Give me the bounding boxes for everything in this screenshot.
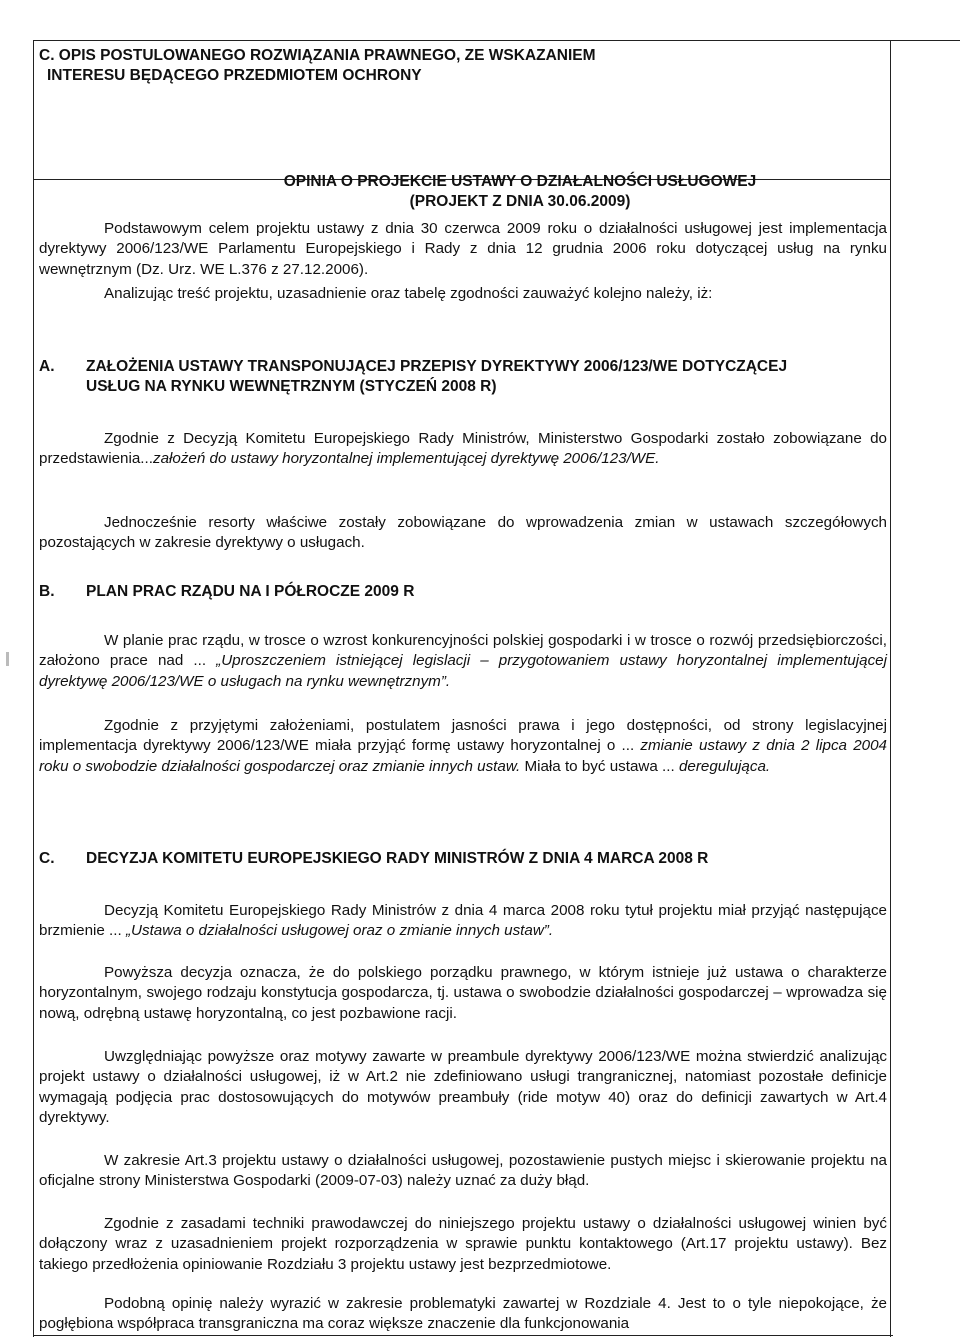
section-title-line2: INTERESU BĘDĄCEGO PRZEDMIOTEM OCHRONY bbox=[47, 67, 422, 84]
section-b-p1-italic: „Uproszczeniem istniejącej legislacji – przygotowaniem ustawy horyzontalnej implementującej dyrektywę 2006/123/WE o usługach na rynku wewnętrznym”. bbox=[39, 652, 887, 690]
page-frame-left bbox=[33, 40, 34, 1337]
section-c-title: DECYZJA KOMITETU EUROPEJSKIEGO RADY MINISTRÓW Z DNIA 4 MARCA 2008 R bbox=[86, 850, 709, 867]
section-b-paragraph-1 bbox=[39, 631, 887, 692]
intro-paragraph: Podstawowym celem projektu ustawy z dnia 30 czerwca 2009 roku o działalności usługowej jest implementacja dyrektywy 2006/123/WE Parlamentu Europejskiego i Rady z dnia 12 grudnia 2006 roku dotyczącej usług na rynku wewnętrznym (Dz. Urz. WE L.376 z 27.12.2006). bbox=[39, 220, 887, 278]
section-a-letter: A. bbox=[39, 358, 55, 375]
section-a-title-line1: ZAŁOŻENIA USTAWY TRANSPONUJĄCEJ PRZEPISY DYREKTYWY 2006/123/WE DOTYCZĄCEJ bbox=[86, 358, 788, 375]
section-a-title-line2: USŁUG NA RYNKU WEWNĘTRZNYM (STYCZEŃ 2008 R) bbox=[86, 378, 497, 395]
section-b-p2-italic-2: deregulująca. bbox=[678, 757, 771, 775]
section-c-paragraph-3: Uwzględniając powyższe oraz motywy zawarte w preambule dyrektywy 2006/123/WE można stwierdzić analizując projekt ustawy o działalności usługowej, iż w Art.2 nie zdefiniowano usługi trangranicznej, natomiast pozostałe definicje wymagają podjęcia prac dostosowujących do motywów preambuły (ride motyw 40) oraz do definicji zawartych w Art.4 dyrektywy. bbox=[39, 1048, 887, 1127]
section-c-heading bbox=[39, 849, 708, 869]
section-b-p2-text-2: Miała to być ustawa ... bbox=[524, 757, 675, 775]
section-c-paragraph-1 bbox=[39, 901, 887, 942]
scan-mark bbox=[6, 652, 9, 666]
section-a-p1-italic: założeń do ustawy horyzontalnej implementującej dyrektywę 2006/123/WE. bbox=[152, 450, 660, 468]
intro-paragraph-2: Analizując treść projektu, uzasadnienie oraz tabelę zgodności zauważyć kolejno należy, iż: bbox=[104, 285, 713, 302]
opinion-title-line1: OPINIA O PROJEKCIE USTAWY O DZIAŁALNOŚCI USŁUGOWEJ bbox=[283, 173, 757, 190]
section-c-p1-text: Decyzją Komitetu Europejskiego Rady Ministrów z dnia 4 marca 2008 roku tytuł projektu miał przyjąć następujące brzmienie ... bbox=[39, 902, 887, 940]
section-b-p1-text: W planie prac rządu, w trosce o wzrost konkurencyjności polskiej gospodarki i w trosce o rozwój przedsiębiorczości, założono prace nad ... bbox=[39, 632, 887, 670]
bottom-rule bbox=[33, 1335, 893, 1336]
section-b-p2-italic: zmianie ustawy z dnia 2 lipca 2004 roku o swobodzie działalności gospodarczej oraz zmianie innych ustaw. bbox=[39, 737, 887, 775]
section-a-paragraph-1 bbox=[39, 429, 887, 470]
section-c-paragraph-4: W zakresie Art.3 projektu ustawy o działalności usługowej, pozostawienie pustych miejsc i skierowanie projektu na oficjalne strony Ministerstwa Gospodarki (2009-07-03) należy uznać za duży błąd. bbox=[39, 1152, 887, 1190]
section-b-p2-text: Zgodnie z przyjętymi założeniami, postulatem jasności prawa i jego dostępności, od strony legislacyjnej implementacja dyrektywy 2006/123/WE miała przyjąć formę ustawy horyzontalnej o ... bbox=[39, 717, 887, 755]
opinion-title bbox=[150, 172, 890, 212]
section-c-paragraph-6: Podobną opinię należy wyrazić w zakresie problematyki zawartej w Rozdziale 4. Jest to o tyle niepokojące, że pogłębiona współpraca transgraniczna ma coraz większe znaczenie dla funkcjonowania bbox=[39, 1295, 887, 1333]
section-b-letter: B. bbox=[39, 583, 55, 600]
section-a-paragraph-2: Jednocześnie resorty właściwe zostały zobowiązane do wprowadzenia zmian w ustawach szczegółowych pozostających w zakresie dyrektywy o usługach. bbox=[39, 514, 887, 552]
opinion-title-line2: (PROJEKT Z DNIA 30.06.2009) bbox=[409, 193, 631, 210]
section-c-paragraph-5: Zgodnie z zasadami techniki prawodawczej do niniejszego projektu ustawy o działalności usługowej winien być dołączony wraz z uzasadnieniem projekt rozporządzenia w sprawie punktu kontaktowego (Art.17 projektu ustawy). Bez takiego przedłożenia opiniowanie Rozdziału 3 projektu ustawy jest bezprzedmiotowe. bbox=[39, 1215, 887, 1273]
section-b-heading bbox=[39, 582, 414, 602]
page-frame-right bbox=[890, 40, 891, 1337]
section-title bbox=[39, 46, 879, 86]
section-c-paragraph-2: Powyższa decyzja oznacza, że do polskiego porządku prawnego, w którym istnieje już ustawa o charakterze horyzontalnym, swojego rodzaju konstytucja gospodarcza, tj. ustawa o swobodzie działalności gospodarczej – wprowadza się nową, odrębną ustawę horyzontalną, co jest pozbawione racji. bbox=[39, 964, 887, 1022]
section-a-p1-text: Zgodnie z Decyzją Komitetu Europejskiego Rady Ministrów, Ministerstwo Gospodarki zostało zobowiązane do przedstawienia... bbox=[39, 430, 887, 468]
section-b-paragraph-2 bbox=[39, 716, 887, 777]
section-title-line1: C. OPIS POSTULOWANEGO ROZWIĄZANIA PRAWNEGO, ZE WSKAZANIEM bbox=[39, 47, 596, 64]
section-b-title: PLAN PRAC RZĄDU NA I PÓŁROCZE 2009 R bbox=[86, 583, 415, 600]
section-c-letter: C. bbox=[39, 850, 55, 867]
section-a-heading bbox=[39, 357, 894, 397]
section-c-p1-italic: „Ustawa o działalności usługowej oraz o zmianie innych ustaw”. bbox=[125, 922, 554, 940]
